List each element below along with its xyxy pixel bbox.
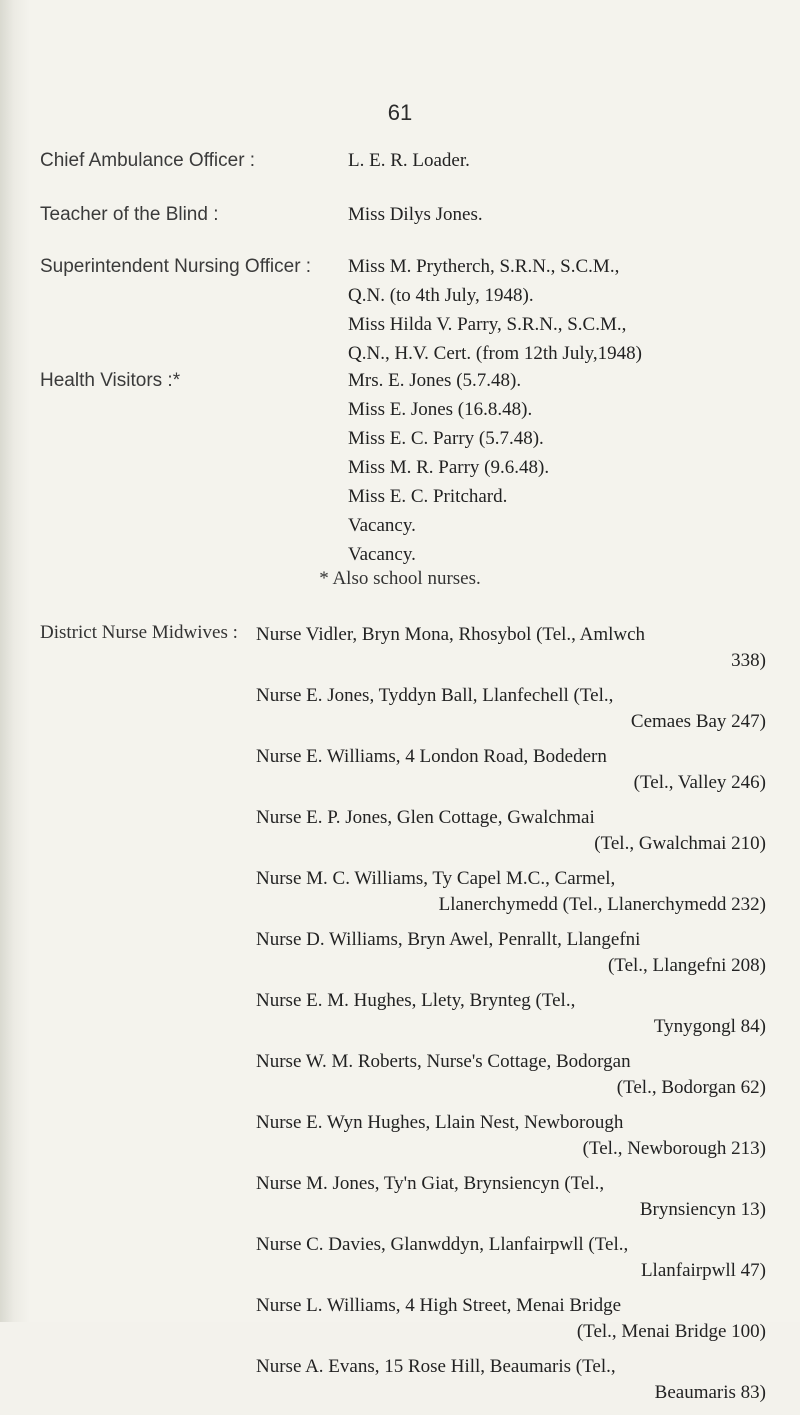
entry-line: Nurse E. M. Hughes, Llety, Brynteg (Tel., bbox=[256, 990, 576, 1011]
list-item bbox=[256, 927, 776, 979]
entry-line: Nurse E. Wyn Hughes, Llain Nest, Newborough bbox=[256, 1112, 624, 1133]
officer-line: Miss Hilda V. Parry, S.R.N., S.C.M., bbox=[348, 314, 627, 335]
entry-line: Nurse D. Williams, Bryn Awel, Penrallt, Llangefni bbox=[256, 929, 641, 950]
entry-line: Nurse W. M. Roberts, Nurse's Cottage, Bodorgan bbox=[256, 1051, 631, 1072]
district-label: District Nurse Midwives : bbox=[40, 622, 238, 643]
officer-line: Q.N. (to 4th July, 1948). bbox=[348, 285, 534, 306]
entry-line: Cemaes Bay 247) bbox=[630, 711, 766, 732]
entry-line: Llanerchymedd (Tel., Llanerchymedd 232) bbox=[438, 894, 766, 915]
officer-line: Miss E. C. Parry (5.7.48). bbox=[348, 428, 544, 449]
officer-line: Vacancy. bbox=[348, 515, 416, 536]
entry-line: Nurse A. Evans, 15 Rose Hill, Beaumaris (Tel., bbox=[256, 1356, 616, 1377]
officer-value-block bbox=[348, 252, 642, 368]
entry-line: Llanfairpwll 47) bbox=[640, 1260, 766, 1281]
list-item bbox=[256, 683, 776, 735]
list-item bbox=[256, 744, 776, 796]
entry-line: Tynygongl 84) bbox=[653, 1016, 766, 1037]
officer-line: Miss M. Prytherch, S.R.N., S.C.M., bbox=[348, 256, 620, 277]
entry-line: Nurse M. Jones, Ty'n Giat, Brynsiencyn (Tel., bbox=[256, 1173, 605, 1194]
officer-line: Miss M. R. Parry (9.6.48). bbox=[348, 457, 550, 478]
page-number: 61 bbox=[387, 100, 413, 125]
list-item bbox=[256, 1171, 776, 1223]
officer-label: Chief Ambulance Officer : bbox=[40, 150, 256, 171]
entry-line: (Tel., Llangefni 208) bbox=[607, 955, 766, 976]
entry-line: (Tel., Valley 246) bbox=[633, 772, 766, 793]
list-item bbox=[256, 622, 776, 674]
entry-line: Beaumaris 83) bbox=[654, 1382, 766, 1403]
entry-line: Nurse E. Jones, Tyddyn Ball, Llanfechell (Tel., bbox=[256, 685, 614, 706]
officer-line: Miss E. C. Pritchard. bbox=[348, 486, 508, 507]
midwife-list bbox=[256, 622, 776, 1415]
entry-line: Nurse E. Williams, 4 London Road, Bodedern bbox=[256, 746, 607, 767]
entry-line: (Tel., Menai Bridge 100) bbox=[576, 1321, 766, 1342]
officer-value: L. E. R. Loader. bbox=[348, 150, 470, 171]
entry-line: Nurse L. Williams, 4 High Street, Menai Bridge bbox=[256, 1295, 622, 1316]
officer-line: Q.N., H.V. Cert. (from 12th July,1948) bbox=[348, 343, 642, 364]
officer-label: Superintendent Nursing Officer : bbox=[40, 256, 312, 277]
entry-line: Nurse C. Davies, Glanwddyn, Llanfairpwll (Tel., bbox=[256, 1234, 629, 1255]
officer-value-block bbox=[348, 366, 549, 569]
entry-line: (Tel., Gwalchmai 210) bbox=[594, 833, 766, 854]
list-item bbox=[256, 1293, 776, 1345]
entry-line: (Tel., Newborough 213) bbox=[582, 1138, 766, 1159]
list-item bbox=[256, 805, 776, 857]
officer-line: Miss E. Jones (16.8.48). bbox=[348, 399, 533, 420]
list-item bbox=[256, 866, 776, 918]
entry-line: Nurse M. C. Williams, Ty Capel M.C., Carmel, bbox=[256, 868, 616, 889]
entry-line: Nurse E. P. Jones, Glen Cottage, Gwalchmai bbox=[256, 807, 595, 828]
entry-line: (Tel., Bodorgan 62) bbox=[616, 1077, 766, 1098]
officer-label: Teacher of the Blind : bbox=[40, 204, 219, 225]
officer-line: Mrs. E. Jones (5.7.48). bbox=[348, 370, 522, 391]
entry-line: Brynsiencyn 13) bbox=[639, 1199, 766, 1220]
officer-value: Miss Dilys Jones. bbox=[348, 204, 483, 225]
officer-label: Health Visitors :* bbox=[40, 370, 181, 391]
list-item bbox=[256, 988, 776, 1040]
list-item bbox=[256, 1232, 776, 1284]
officer-line: Vacancy. bbox=[348, 544, 416, 565]
footnote: * Also school nurses. bbox=[319, 568, 481, 589]
list-item bbox=[256, 1049, 776, 1101]
entry-line: Nurse Vidler, Bryn Mona, Rhosybol (Tel., Amlwch bbox=[256, 624, 646, 645]
list-item bbox=[256, 1354, 776, 1406]
list-item bbox=[256, 1110, 776, 1162]
entry-line: 338) bbox=[731, 650, 766, 671]
